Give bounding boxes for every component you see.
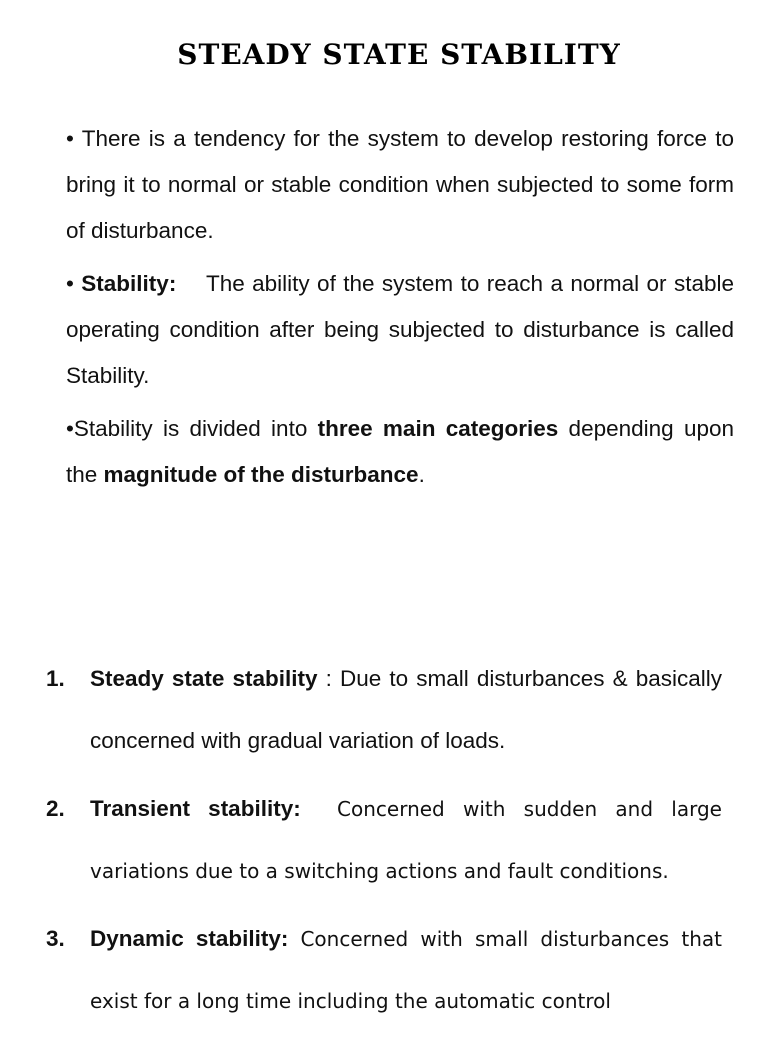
category-separator: : [317,666,341,691]
category-body [90,908,722,1032]
emphasis-three-main-categories: three main categories [317,416,559,441]
category-term: Dynamic stability: [90,926,289,951]
category-term: Steady state stability [90,666,318,691]
bullet-text: There is a tendency for the system to develop restoring force to bring it to normal or stable condition when subjected to some form of disturbance. [66,126,734,243]
category-number: 2. [46,796,65,821]
category-number: 1. [46,666,65,691]
bullet-text-before: Stability is divided into [73,416,318,441]
category-term: Transient stability: [90,796,301,821]
bullet-text-middle: depending upon the [66,416,734,487]
bullet-marker: • [66,126,82,151]
bullet-stability-definition [66,261,734,399]
bullet-marker: • [66,271,82,296]
category-list [46,648,722,1038]
category-number: 3. [46,926,65,951]
bullet-text-after: . [418,462,425,487]
category-description: Due to small disturbances & basically concerned with gradual variation of loads. [90,666,723,753]
category-item-transient [46,778,722,902]
category-body [90,648,722,772]
page-title: STEADY STATE STABILITY [177,38,621,71]
bullet-marker: • [66,416,74,441]
category-item-steady-state [46,648,722,772]
bullet-text: The ability of the system to reach a normal or stable operating condition after being subjected to disturbance is called Stability. [66,271,734,388]
category-description: Concerned with sudden and large variations due to a switching actions and fault conditions. [90,797,722,883]
bullet-categories-intro [66,406,734,498]
category-body [90,778,722,902]
category-description: Concerned with small disturbances that exist for a long time including the automatic control [90,927,722,1013]
bullet-restoring-force [66,116,734,254]
bullet-list [66,116,734,505]
emphasis-magnitude: magnitude of the disturbance [103,462,419,487]
stability-term: Stability: [81,271,177,296]
category-item-dynamic [46,908,722,1032]
